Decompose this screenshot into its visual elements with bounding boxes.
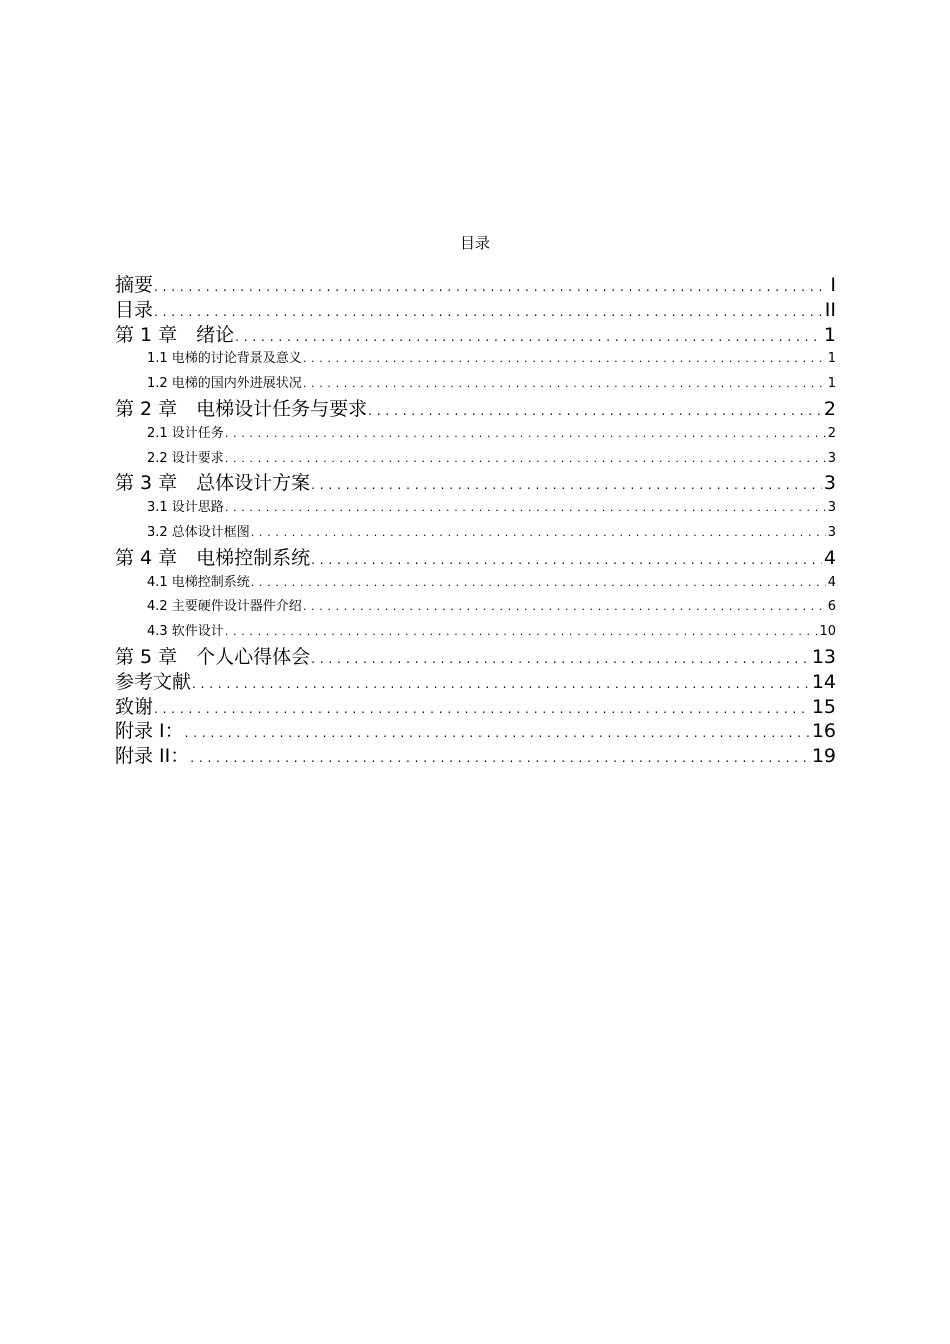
toc-entry-page: 4 [827,574,836,590]
toc-entry-page: 16 [811,720,836,743]
dot-leader [225,496,826,521]
dot-leader [190,746,810,769]
toc-entry-page: 6 [827,599,836,615]
toc-entry-page: II [824,298,836,321]
toc-entry-label: 4.3 软件设计 [147,624,224,640]
toc-entry-chapter-1[interactable] [115,323,836,348]
toc-entry-appendix-2[interactable] [115,744,836,769]
dot-leader [154,275,828,298]
toc-entry-page: 2 [823,397,836,420]
toc-entry-label: 目录 [115,298,154,321]
toc-entry-label: 1.2 电梯的国内外进展状况 [147,376,302,392]
toc-entry-page: 19 [811,745,836,768]
toc-entry-page: 13 [811,645,836,668]
toc-entry-page: 3 [827,450,836,466]
toc-entry-label: 第 1 章 绪论 [115,323,235,346]
toc-entry-label: 附录 II： [115,745,190,768]
toc-entry-label: 第 4 章 电梯控制系统 [115,546,311,569]
dot-leader [154,697,810,720]
dot-leader [225,620,818,645]
dot-leader [368,399,822,422]
toc-entry-page: 14 [811,670,836,693]
toc-entry-label: 附录 I： [115,720,184,743]
dot-leader [303,595,826,620]
toc-entry-label: 4.2 主要硬件设计器件介绍 [147,599,302,615]
toc-entry-label: 2.1 设计任务 [147,425,224,441]
toc-entry-label: 第 5 章 个人心得体会 [115,645,311,668]
toc-entry-label: 2.2 设计要求 [147,450,224,466]
toc-entry-label: 第 3 章 总体设计方案 [115,472,311,495]
toc-entry-section-2-1[interactable] [115,422,836,447]
toc-entry-page: 3 [827,500,836,516]
toc-entry-label: 3.1 设计思路 [147,500,224,516]
toc-entry-section-4-3[interactable] [115,620,836,645]
toc-entry-label: 致谢 [115,695,154,718]
toc-entry-section-1-2[interactable] [115,372,836,397]
toc-entry-label: 第 2 章 电梯设计任务与要求 [115,397,368,420]
dot-leader [311,548,822,571]
toc-entry-label: 1.1 电梯的讨论背景及意义 [147,351,302,367]
toc-entry-references[interactable] [115,670,836,695]
dot-leader [154,300,823,323]
dot-leader [303,347,826,372]
toc-entry-page: 1 [823,323,836,346]
toc-entry-label: 参考文献 [115,670,192,693]
toc-entry-page: 2 [827,425,836,441]
dot-leader [225,422,826,447]
toc-entry-section-4-1[interactable] [115,571,836,596]
dot-leader [225,447,826,472]
dot-leader [311,647,810,670]
toc-entry-chapter-3[interactable] [115,471,836,496]
toc-entry-page: 3 [827,524,836,540]
toc-entry-chapter-5[interactable] [115,645,836,670]
toc-entry-section-3-1[interactable] [115,496,836,521]
toc-entry-page: 15 [811,695,836,718]
toc-entry-section-4-2[interactable] [115,595,836,620]
dot-leader [251,521,826,546]
toc-title: 目录 [459,234,490,252]
toc-entry-page: 3 [823,472,836,495]
dot-leader [185,721,810,744]
dot-leader [235,325,822,348]
toc-entry-page: I [830,274,836,296]
dot-leader [303,372,826,397]
toc-entry-acknowledgements[interactable] [115,695,836,720]
toc-entry-page: 1 [827,376,836,392]
toc-entry-page: 10 [819,624,836,640]
dot-leader [192,672,810,695]
table-of-contents [115,273,836,769]
dot-leader [251,571,826,596]
toc-entry-label: 摘要 [115,274,154,296]
toc-entry-section-2-2[interactable] [115,447,836,472]
toc-entry-abstract[interactable] [115,273,836,298]
toc-entry-page: 1 [827,351,836,367]
toc-entry-appendix-1[interactable] [115,719,836,744]
toc-entry-label: 3.2 总体设计框图 [147,524,250,540]
toc-entry-label: 4.1 电梯控制系统 [147,574,250,590]
toc-entry-contents[interactable] [115,298,836,323]
toc-entry-chapter-4[interactable] [115,546,836,571]
toc-entry-section-1-1[interactable] [115,347,836,372]
toc-entry-chapter-2[interactable] [115,397,836,422]
dot-leader [311,473,822,496]
toc-entry-section-3-2[interactable] [115,521,836,546]
toc-entry-page: 4 [823,546,836,569]
